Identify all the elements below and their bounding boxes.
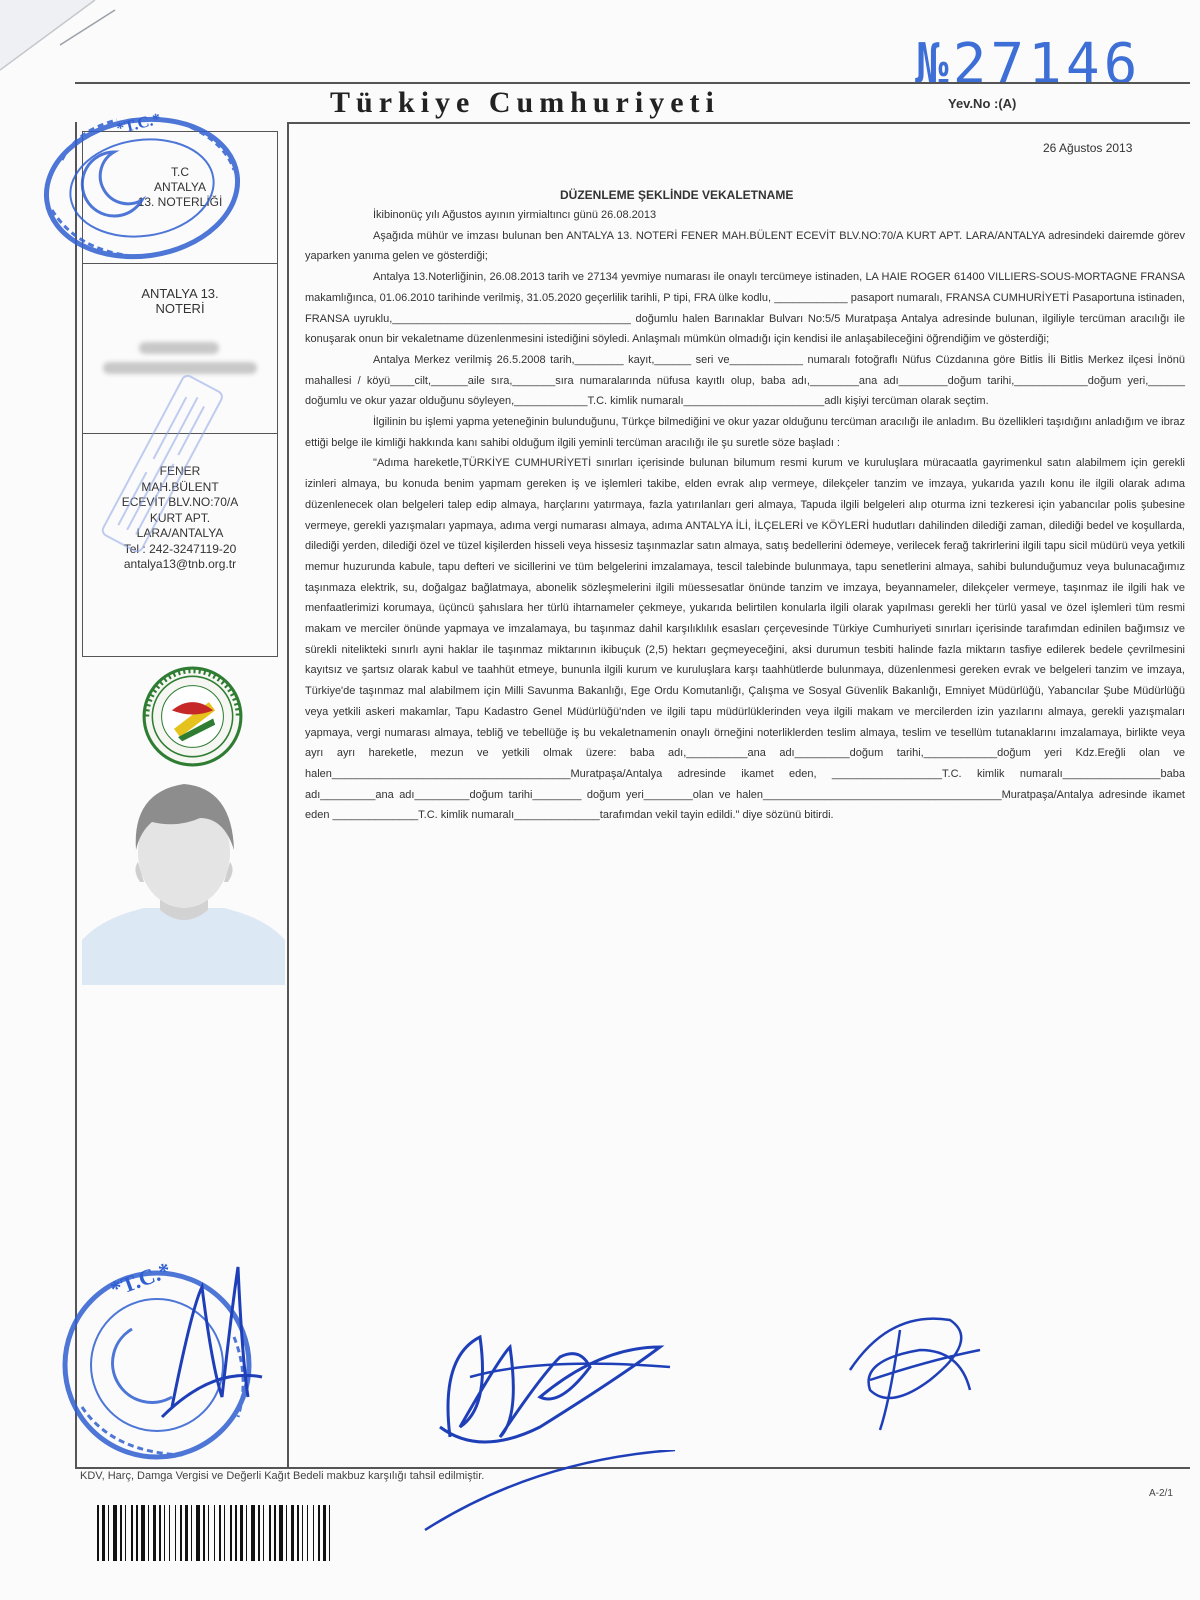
paragraph-translator: Antalya Merkez verilmiş 26.5.2008 tarih,________ kayıt,______ seri ve____________ numaralı fotoğraflı Nüfus Cüzdanına göre Bitlis İli Bitlis Merkez ilçesi İnönü mahallesi / köyü____cilt,______aile sıra,_______sıra numaralarında nüfusa kayıtlı olup, baba adı,________ana adı________doğum tarihi,____________doğum yeri,______ doğumlu ve okur yazar olduğunu söyleyen,____________T.C. kimlik numaralı_______________________adlı kişiyi tercüman olarak seçtim. xyxy=(305,353,1185,408)
barcode-bar xyxy=(307,1505,308,1561)
office-line-3: 13. NOTERLİĞİ xyxy=(137,195,223,209)
signature-translator xyxy=(420,1317,680,1467)
barcode-bar xyxy=(97,1505,99,1561)
barcode-bar xyxy=(125,1505,126,1561)
barcode-bar xyxy=(164,1505,165,1561)
top-rule xyxy=(75,82,1190,84)
barcode-bar xyxy=(108,1505,109,1561)
barcode-bar xyxy=(159,1505,161,1561)
serial-number: №27146 xyxy=(915,32,1142,97)
barcode-bar xyxy=(185,1505,188,1561)
barcode-bar xyxy=(153,1505,156,1561)
barcode-bar xyxy=(291,1505,294,1561)
document-heading: DÜZENLEME ŞEKLİNDE VEKALETNAME xyxy=(560,188,794,202)
barcode-bar xyxy=(120,1505,122,1561)
barcode-bar xyxy=(203,1505,205,1561)
address-line-5: LARA/ANTALYA xyxy=(136,526,224,540)
tax-footnote: KDV, Harç, Damga Vergisi ve Değerli Kağıt Bedeli makbuz karşılığı tahsil edilmiştir. xyxy=(80,1470,485,1482)
notary-title-line-1: ANTALYA 13. xyxy=(141,286,219,301)
page-number: A-2/1 xyxy=(1149,1488,1173,1499)
page-title: Türkiye Cumhuriyeti xyxy=(330,86,720,119)
avatar xyxy=(82,770,285,985)
barcode-bar xyxy=(251,1505,255,1561)
barcode-bar xyxy=(274,1505,276,1561)
barcode-bar xyxy=(196,1505,200,1561)
barcode-bar xyxy=(102,1505,105,1561)
barcode-bar xyxy=(302,1505,303,1561)
barcode-bar xyxy=(323,1505,326,1561)
paragraph-power-of-attorney: "Adıma hareketle,TÜRKİYE CUMHURİYETİ sınırları içerisinde bulunan bilumum resmi kurum ve kuruluşlara müracaatla gayrimenkul satın alabilmem için gerekli izinleri almaya, bu konuda benim yapmam gereken iş ve işlemleri takibe, elden evrak alıp vermeye, dilekçeler tanzim ve imzaya, yukarıda yazılı konu ile ilgili olarak adıma düzenlenecek olan belgeleri talep edip almaya, harçlarını yatırmaya, fazla yatırılanları geri almaya, Tapuda ilgili belgeleri alıp oturma izni tezkeresi için yabancılar polis şubesine vermeye, gerekli yazışmaları yapmaya, adıma vergi numarası almaya, adıma ANTALYA İLİ, İLÇELERİ ve KÖYLERİ hudutları dahilinden dilediği zaman, dilediği bedel ve koşullarda, dilediği yerden, dilediği özel ve tüzel kişilerden hisseli veya hissesiz taşınmazlar satın almaya, satış bedellerini ödemeye, verilecek ferağ takrirlerini ilgili tapu sicil müdürü veya yetkili memur huzurunda kabule, tapu defteri ve sicillerini ve tüm belgelerini imzalamaya, tescil talebinde bulunmaya, tapu senetlerini almaya, sahibi bulunduğumuz veya bulunacağımız taşınmaza elektrik, su, doğalgaz bağlatmaya, abonelik sözleşmelerini ilgili müessesatlar önünde tanzim ve imzaya, beyannameler, dilekçeler vermeye, taşınmaz ile ilgili hak ve menfaatlerimizi korumaya, üçüncü şahıslara her türlü ihtarnameler çekmeye, yukarıda belirtilen konularla ilgili olarak yapılması gerekli her türlü yasal ve özel işlemleri tüm resmi makam ve merciler önünde yapmaya ve imzalamaya, bu taşınmaz dahil karşılıklılık esasları çerçevesinde Türkiye Cumhuriyeti sınırları içerisinde tarafımdan edinilen bağımsız ve sürekli nitelikteki sınırlı ayni haklar ile taşınmaz miktarının ikibuçuk (2,5) hektarı geçmeyeceğini, aksi durumun tesbiti halinde fazla miktarın tasfiye edilerek bedele çevrilmesini kayıtsız ve şartsız olarak kabul ve taahhüt etmeye, bununla ilgili kurum ve kuruluşlara karşı taahhütlerde bulunmaya, düzenlenmesi gereken evrak ve belgeleri tanzim ve imzaya, Türkiye'de taşınmaz mal alabilmem için Milli Savunma Bakanlığı, Ege Ordu Komutanlığı, Çalışma ve Sosyal Güvenlik Bakanlığı, Emniyet Müdürlüğü, Yabancılar Şube Müdürlüğü veya yetkili askeri makamlar, Tapu Kadastro Genel Müdürlüğü'nden ve ilgili tapu müdürlüklerinden veya ilgili makam ve mercilerden izin yazılarını almaya, gerekli yazışmaları yapmaya, vergi numarası almaya, tebliğ ve tebellüğe iş bu vekaletnamenin onaylı örneğini noterliklerden teslim almaya, teslim ve tesellüm tutanaklarını imzalamaya, birlikte veya ayrı ayrı hareketle, mezun ve yetkili olmak üzere: baba adı,__________ana adı_________doğum tarihi,____________doğum yeri Kdz.Ereğli olan ve halen_______________________________________Muratpaşa/Antalya adresinde ikamet eden, __________________T.C. kimlik numaralı________________baba adı_________ana adı_________doğum tarihi________ doğum yeri________olan ve halen_______________________________________Muratpaşa/Antalya adresinde ikamet eden ______________T.C. kimlik numaralı______________tarafımdan vekil tayin edildi." diye sözünü bitirdi. xyxy=(305,457,1185,822)
address-email: antalya13@tnb.org.tr xyxy=(123,557,237,571)
barcode-bar xyxy=(240,1505,243,1561)
barcode-bar xyxy=(329,1505,330,1561)
barcode-bar xyxy=(148,1505,149,1561)
barcode-bar xyxy=(141,1505,145,1561)
signature-client xyxy=(830,1290,990,1440)
paragraph-notary-intro: Aşağıda mühür ve imzası bulunan ben ANTALYA 13. NOTERİ FENER MAH.BÜLENT ECEVİT BLV.NO:70/A KURT APT. LARA/ANTALYA adresindeki dairemde görev yaparken yanıma gelen ve gösterdiği; xyxy=(305,229,1185,263)
barcode-bar xyxy=(313,1505,314,1561)
barcode-bar xyxy=(191,1505,192,1561)
barcode-bar xyxy=(113,1505,117,1561)
office-line-2: ANTALYA xyxy=(153,180,206,194)
barcode-bar xyxy=(269,1505,271,1561)
notary-title-line-2: NOTERİ xyxy=(155,301,205,316)
paragraph-passport: Antalya 13.Noterliğinin, 26.08.2013 tarih ve 27134 yevmiye numarası ile onaylı tercümeye istinaden, LA HAIE ROGER 61400 VILLIERS-SOUS-MORTAGNE FRANSA makamlığınca, 01.06.2010 tarihinde verilmiş, 31.05.2020 geçerlilik tarihli, P tipi, FRA ülke kodlu, ____________ pasaport numaralı, FRANSA CUMHURİYETİ Pasaportuna istinaden, FRANSA uyruklu,_______________________________________ doğumlu halen Barınaklar Bulvarı No:5/5 Muratpaşa Antalya adresinde bulunan, ilgiliyle tercüman aracılığı ile konuşarak onun bir vekaletname düzenlenmesini istediğini söyledi. Anlaşmalı mümkün olmadığı için kendisi ile anlaşabileceğini öğrendiğim ve gösterdiği; xyxy=(305,271,1185,346)
address-line-3: ECEVİT BLV.NO:70/A xyxy=(121,495,239,509)
barcode-bar xyxy=(246,1505,247,1561)
address-line-2: MAH.BÜLENT xyxy=(141,479,219,494)
barcode-bar xyxy=(297,1505,299,1561)
paragraph-capacity: İlgilinin bu işlemi yapma yeteneğinin bulunduğunu, Türkçe bilmediğini ve okur yazar olduğunu tercüman aracılığı ile anladım. Bu özellikleri taşıdığını anladığım ve ibraz ettiği belge ile kimliği hakkında kanı sahibi olduğum ilgili yeminli tercüman aracılığı ile şu suretle söze başladı : xyxy=(305,416,1185,449)
barcode xyxy=(95,1505,335,1561)
notary-association-logo xyxy=(141,665,244,768)
yevmiye-number: Yev.No :(A) xyxy=(948,96,1017,111)
address-phone: Tel : 242-3247119-20 xyxy=(123,541,237,556)
address-line-1: FENER xyxy=(159,464,201,478)
barcode-bar xyxy=(180,1505,182,1561)
paragraph-date-line: İkibinonüç yılı Ağustos ayının yirmialtıncı günü 26.08.2013 xyxy=(373,209,657,221)
faint-diagonal-stamp xyxy=(55,350,275,580)
office-line-1: T.C xyxy=(171,165,189,179)
barcode-bar xyxy=(230,1505,232,1561)
barcode-bar xyxy=(219,1505,221,1561)
barcode-bar xyxy=(169,1505,170,1561)
notary-round-stamp-bottom xyxy=(52,1247,272,1469)
barcode-bar xyxy=(258,1505,260,1561)
barcode-bar xyxy=(136,1505,138,1561)
barcode-bar xyxy=(279,1505,283,1561)
signature-flourish xyxy=(415,1450,685,1540)
barcode-bar xyxy=(131,1505,133,1561)
address-line-4: KURT APT. xyxy=(149,510,211,525)
barcode-bar xyxy=(214,1505,215,1561)
barcode-bar xyxy=(175,1505,176,1561)
barcode-bar xyxy=(318,1505,320,1561)
document-body xyxy=(305,205,1185,826)
notary-round-stamp-top xyxy=(22,100,272,270)
barcode-bar xyxy=(224,1505,225,1561)
svg-text:*T.C.*: *T.C.* xyxy=(107,1257,174,1302)
document-date: 26 Ağustos 2013 xyxy=(1043,141,1133,155)
barcode-bar xyxy=(263,1505,264,1561)
barcode-bar xyxy=(286,1505,287,1561)
barcode-bar xyxy=(235,1505,237,1561)
svg-text:*T.C.*: *T.C.* xyxy=(114,110,163,138)
barcode-bar xyxy=(208,1505,209,1561)
folded-corner xyxy=(0,0,130,90)
